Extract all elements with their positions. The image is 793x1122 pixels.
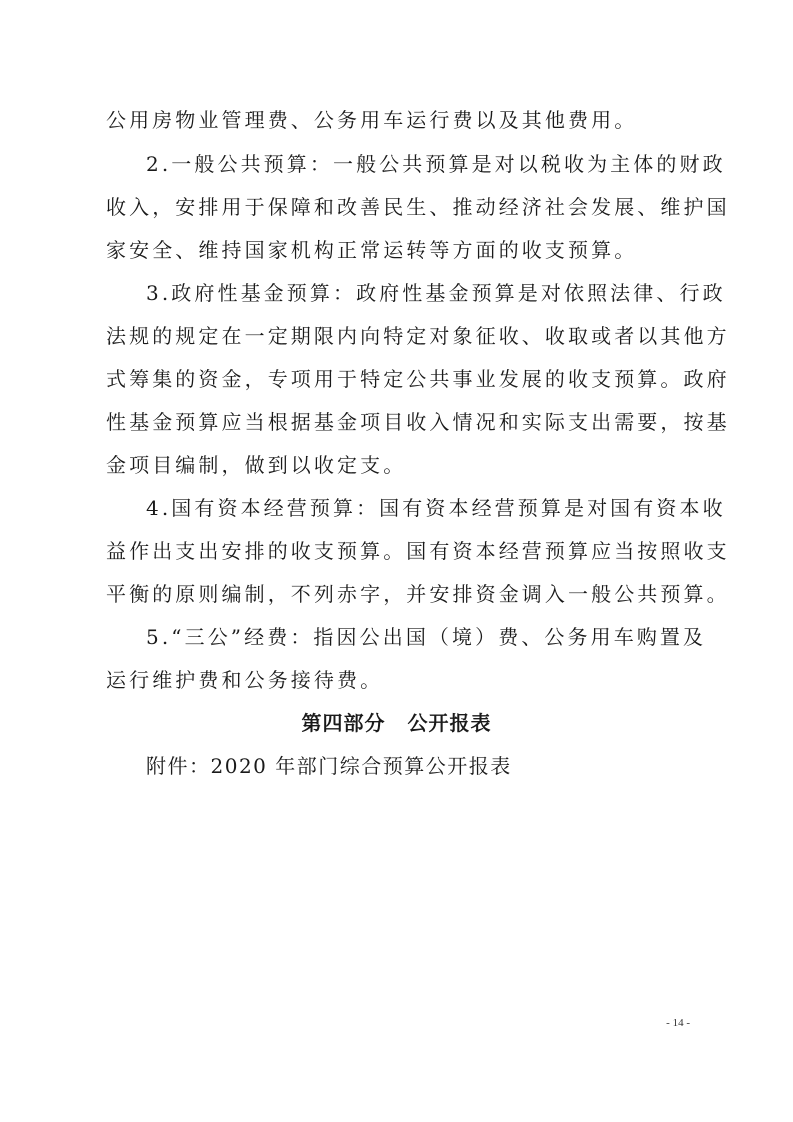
- section-part: 第四部分: [301, 711, 386, 735]
- section-heading: [0, 709, 793, 737]
- text-line: 4.国有资本经营预算：国有资本经营预算是对国有资本收: [146, 496, 726, 520]
- attachment-line: 附件：2020 年部门综合预算公开报表: [146, 754, 512, 778]
- text-line: 法规的规定在一定期限内向特定对象征收、收取或者以其他方: [106, 324, 730, 348]
- text-line: 性基金预算应当根据基金项目收入情况和实际支出需要，按基: [106, 410, 730, 434]
- page-number: - 14 -: [666, 1017, 690, 1029]
- text-line: 式筹集的资金，专项用于特定公共事业发展的收支预算。政府: [106, 367, 730, 391]
- text-line: 公用房物业管理费、公务用车运行费以及其他费用。: [106, 108, 638, 132]
- text-line: 益作出支出安排的收支预算。国有资本经营预算应当按照收支: [106, 539, 730, 563]
- text-line: 金项目编制，做到以收定支。: [106, 453, 407, 477]
- text-line: 3.政府性基金预算：政府性基金预算是对依照法律、行政: [146, 281, 726, 305]
- text-line: 家安全、维持国家机构正常运转等方面的收支预算。: [106, 238, 638, 262]
- text-line: 收入，安排用于保障和改善民生、推动经济社会发展、维护国: [106, 195, 730, 219]
- text-line: 2.一般公共预算：一般公共预算是对以税收为主体的财政: [146, 152, 726, 176]
- text-line: 运行维护费和公务接待费。: [106, 668, 384, 692]
- section-title: 公开报表: [407, 711, 492, 735]
- text-line: 5.“三公”经费：指因公出国（境）费、公务用车购置及: [146, 625, 707, 649]
- text-line: 平衡的原则编制，不列赤字，并安排资金调入一般公共预算。: [106, 582, 730, 606]
